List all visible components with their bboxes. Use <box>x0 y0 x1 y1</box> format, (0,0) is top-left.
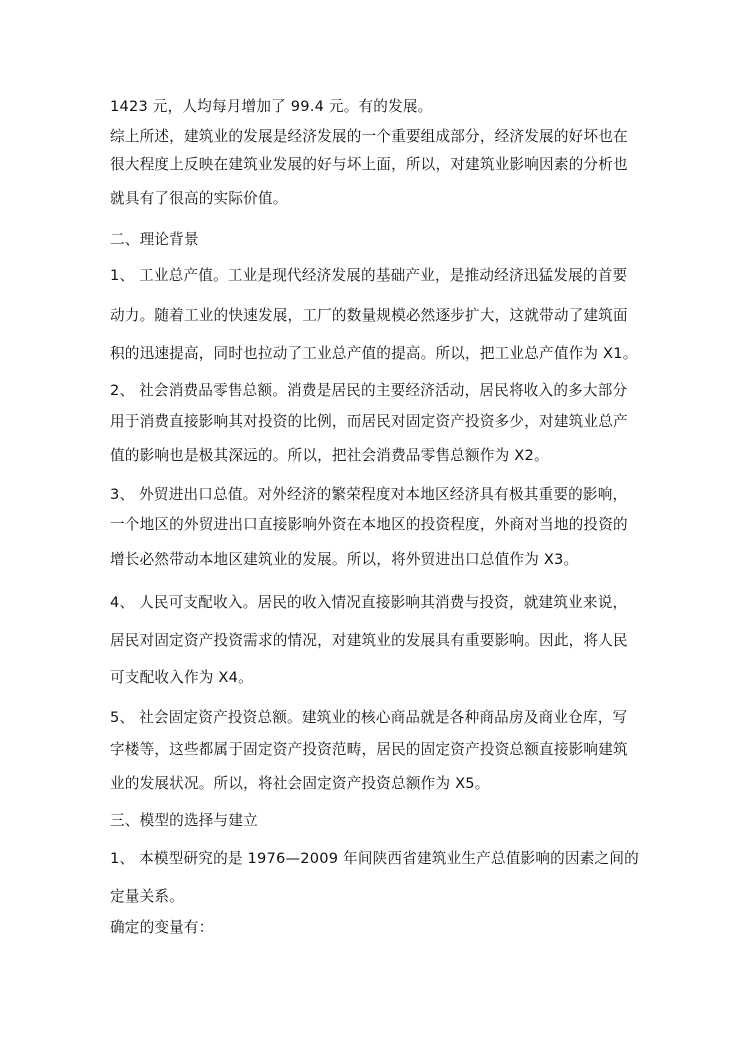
text-line-23: 定量关系。 <box>110 888 184 905</box>
text-line-18: 5、 社会固定资产投资总额。建筑业的核心商品就是各种商品房及商业仓库，写 <box>110 709 628 726</box>
text-line-02: 综上所述，建筑业的发展是经济发展的一个重要组成部分，经济发展的好坏也在 <box>110 128 628 145</box>
text-line-19: 字楼等，这些都属于固定资产投资范畴，居民的固定资产投资总额直接影响建筑 <box>110 741 628 758</box>
text-line-22: 1、 本模型研究的是 1976—2009 年间陕西省建筑业生产总值影响的因素之间的 <box>110 850 639 867</box>
text-line-01: 1423 元，人均每月增加了 99.4 元。有的发展。 <box>110 98 433 115</box>
section-heading-model: 三、模型的选择与建立 <box>110 812 258 829</box>
text-line-13: 一个地区的外贸进出口直接影响外资在本地区的投资程度，外商对当地的投资的 <box>110 516 628 533</box>
section-heading-theory: 二、理论背景 <box>110 231 199 248</box>
text-line-20: 业的发展状况。所以，将社会固定资产投资总额作为 X5。 <box>110 775 490 792</box>
text-line-16: 居民对固定资产投资需求的情况，对建筑业的发展具有重要影响。因此，将人民 <box>110 632 628 649</box>
text-line-10: 用于消费直接影响其对投资的比例，而居民对固定资产投资多少，对建筑业总产 <box>110 413 628 430</box>
text-line-15: 4、 人民可支配收入。居民的收入情况直接影响其消费与投资，就建筑业来说， <box>110 594 628 611</box>
text-line-12: 3、 外贸进出口总值。对外经济的繁荣程度对本地区经济具有极其重要的影响， <box>110 486 628 503</box>
text-line-03: 很大程度上反映在建筑业发展的好与坏上面，所以，对建筑业影响因素的分析也 <box>110 156 628 173</box>
text-line-04: 就具有了很高的实际价值。 <box>110 190 288 207</box>
text-line-14: 增长必然带动本地区建筑业的发展。所以，将外贸进出口总值作为 X3。 <box>110 551 579 568</box>
text-line-11: 值的影响也是极其深远的。所以，把社会消费品零售总额作为 X2。 <box>110 447 549 464</box>
text-line-09: 2、 社会消费品零售总额。消费是居民的主要经济活动，居民将收入的多大部分 <box>110 382 628 399</box>
text-line-24: 确定的变量有： <box>110 919 214 936</box>
text-line-07: 动力。随着工业的快速发展，工厂的数量规模必然逐步扩大，这就带动了建筑面 <box>110 307 628 324</box>
text-line-17: 可支配收入作为 X4。 <box>110 669 253 686</box>
text-line-06: 1、 工业总产值。工业是现代经济发展的基础产业，是推动经济迅猛发展的首要 <box>110 267 628 284</box>
text-line-08: 积的迅速提高，同时也拉动了工业总产值的提高。所以，把工业总产值作为 X1。 <box>110 345 638 362</box>
